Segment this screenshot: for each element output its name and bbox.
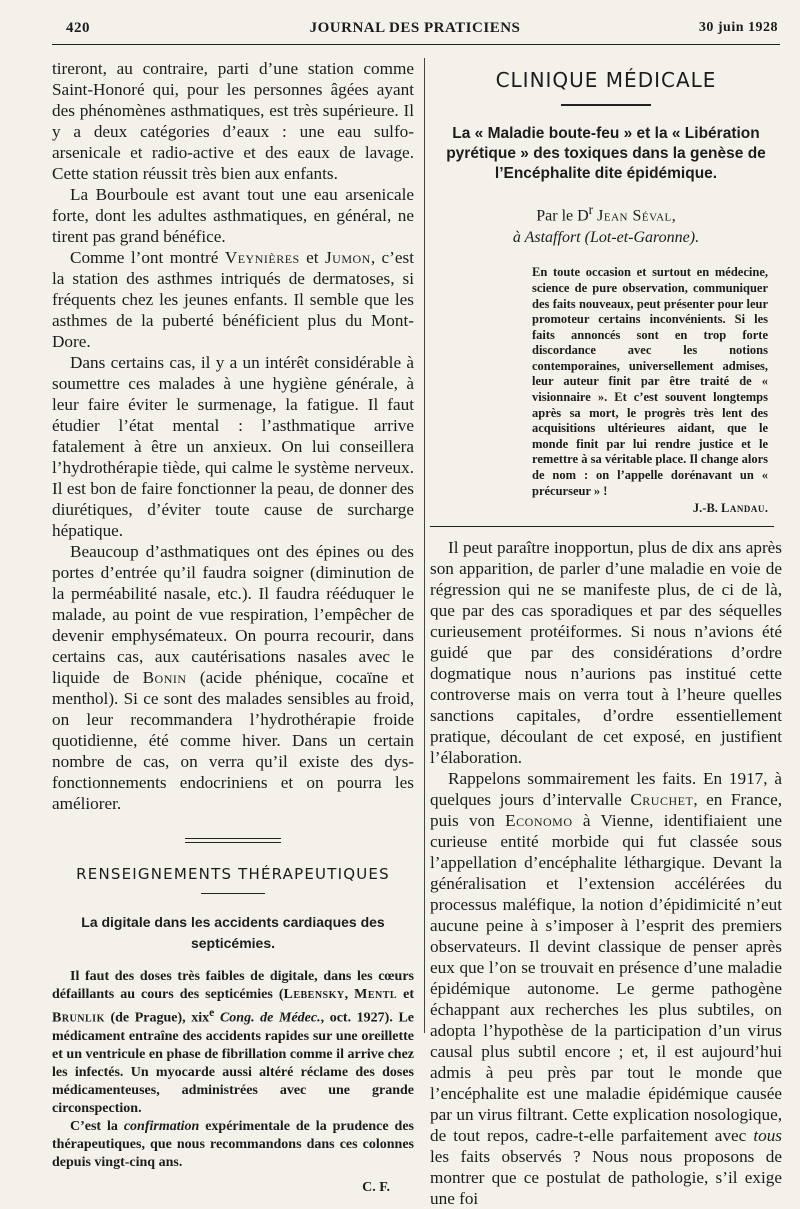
text-fragment: Comme l’ont montré bbox=[70, 248, 225, 267]
issue-date: 30 juin 1928 bbox=[698, 20, 778, 35]
text-fragment: et bbox=[299, 248, 325, 267]
author-name: Veynières bbox=[224, 248, 300, 267]
journal-reference: Cong. de Médec. bbox=[214, 1010, 321, 1026]
author-name: Mentl bbox=[354, 987, 398, 1002]
paragraph-hygiene: Dans certains cas, il y a un intérêt considérable à soumettre ces malades à une hygiène générale, à leur faire éviter le surmenage, la fatigue. Il faut étudier l’état mental : l’asthmatique arrive fatalement à être un anxieux. On lui conseillera l’hydrothérapie tiède, qui calme le système nerveux. Il est bon de faire fonctionner la peau, de donner des diurétiques, d’éviter toute cause de surcharge hépatique. bbox=[52, 353, 414, 540]
text-fragment: (de Prague), bbox=[104, 1010, 192, 1026]
author-name: Cruchet bbox=[630, 790, 694, 810]
text-fragment: J.-B. bbox=[692, 501, 722, 516]
emphasis: confirmation bbox=[123, 1118, 200, 1134]
section-subtitle: La digitale dans les accidents cardiaques des septicémies. bbox=[81, 914, 385, 951]
text-fragment: Rappelons sommairement les faits. En 1917, à quelques jours d’intervalle bbox=[430, 769, 782, 810]
century: xix bbox=[191, 1010, 210, 1026]
paragraph-veynieres bbox=[52, 247, 414, 352]
text-fragment: à Vienne, identifiaient une curieuse entité morbide qui fut classée sous l’appellation d’encéphalite léthargique. Devant la généralisation et l’extension accélérées du processus maléfique, la notion d’épidimicité n’eut aucune peine à s’imposer à l’esprit des premiers observateurs. Il devint classique de penser après eux que l’on se trouvait en présence d’une maladie épidémique autonome. Le germe pathogène échappant aux recherches les plus subtiles, on adopta l’hypothèse de la participation d’un virus causal plus subtil encore ; et, il est aujourd’hui admis à peu près par tout le monde que l’encéphalite est une maladie épidémique causée par un virus filtrant. Cette explication nosologique, de tout repos, cadre-t-elle parfaitement avec bbox=[430, 811, 782, 1146]
journal-title: JOURNAL DES PRATICIENS bbox=[309, 20, 521, 36]
text-fragment: . bbox=[764, 501, 768, 516]
text-fragment: expérimentale de la prudence des thérapeutiques, que nous recommandons dans ces colonnes depuis vingt-cinq ans. bbox=[52, 1118, 414, 1170]
text-fragment: , c’est la station des asthmes intriqués de dermatoses, si fréquents chez les jeunes enfants. Il semble que les asthmes de la puberté bénéficient plus du Mont-Dore. bbox=[52, 248, 414, 351]
page-header bbox=[52, 20, 778, 42]
author-name: Brunlik bbox=[52, 1010, 105, 1026]
paragraph-inopportun: Il peut paraître inopportun, plus de dix ans après son apparition, de parler d’une maladie en voie de régression qui ne se manifeste plus, de ci de là, que par des cas sporadiques et par des séquelles curieusement protéiformes. Si nous n’avions été guidé que par des considérations d’ordre dogmatique nous n’aurions pas institué cette controverse mais on verra tout à l’heure quelles sanctions capitales, d’ordre essentiellement pratique, découlant de cet exposé, en justifient l’élaboration. bbox=[430, 538, 782, 768]
place-region: (Lot-et-Garonne). bbox=[580, 229, 700, 247]
text-fragment: Il faut des doses très faibles de digitale, dans les cœurs défaillants au cours des septicémies ( bbox=[52, 969, 414, 1002]
left-column bbox=[52, 58, 414, 1196]
author-name: Jean Séval bbox=[597, 207, 672, 225]
text-fragment: , oct. 1927). Le médicament entraîne des accidents rapides sur une oreillette et un ventricule en phase de fibrillation comme il arrive chez les infectés. Un myocarde aussi altéré réclame des doses médicamenteuses, administrées avec une grande circonspection. bbox=[52, 1010, 415, 1116]
author-name: Economo bbox=[505, 811, 573, 831]
text-fragment: Beaucoup d’asthmatiques ont des épines ou des portes d’entrée qu’il faudra soigner (diminution de la perméabilité nasale, etc.). Il faudra rééduquer le malade, au point de vue respiration, l’empêcher de devenir emphysémateux. On pourra recourir, dans certains cas, aux cautérisations nasales avec le liquide de bbox=[52, 542, 414, 687]
column-divider bbox=[424, 58, 425, 1033]
article-title: La « Maladie boute-feu » et la « Libération pyrétique » des toxiques dans la genèse de l’Encéphalite dite épidémique. bbox=[446, 125, 766, 182]
text-fragment: les faits observés ? Nous nous proposons de montrer que ce postulat de pathologie, s’il exige une foi bbox=[430, 1147, 782, 1209]
epigraph-author bbox=[430, 501, 768, 516]
paragraph-confirmation bbox=[52, 1118, 414, 1172]
epigraph-rule bbox=[430, 526, 774, 527]
section-title: RENSEIGNEMENTS THÉRAPEUTIQUES bbox=[76, 865, 390, 883]
text-fragment: , bbox=[344, 987, 355, 1002]
byline-sup: r bbox=[588, 202, 594, 217]
page-number: 420 bbox=[66, 20, 90, 36]
rubric-title: CLINIQUE MÉDICALE bbox=[495, 68, 717, 92]
text-fragment: , en France, puis von bbox=[430, 790, 782, 831]
right-column bbox=[430, 58, 782, 1209]
paragraph-rappelons bbox=[430, 768, 782, 1209]
section-rule bbox=[201, 893, 265, 894]
place-city: à Astaffort bbox=[512, 229, 581, 247]
emphasis: tous bbox=[753, 1126, 782, 1146]
text-fragment: C’est la bbox=[70, 1118, 124, 1134]
text-fragment: et bbox=[397, 987, 414, 1002]
author-place bbox=[430, 229, 782, 247]
byline-prefix: Par le D bbox=[536, 207, 589, 225]
signature: C. F. bbox=[362, 1179, 390, 1195]
paragraph-digitale bbox=[52, 968, 414, 1118]
author-name: Landau bbox=[721, 501, 765, 516]
section-double-rule bbox=[185, 838, 281, 843]
paragraph-bourboule: La Bourboule est avant tout une eau arsenicale forte, dont les adultes asthmatiques, en général, ne tirent pas grand bénéfice. bbox=[52, 185, 414, 246]
author-name: Bonin bbox=[142, 668, 187, 687]
author-name: Jumon bbox=[324, 248, 371, 267]
epigraph: En toute occasion et surtout en médecine, science de pure observation, communiquer des faits nouveaux, peut présenter pour leur promoteur certains inconvénients. Si les faits annoncés sont en trop forte discordance avec les notions contemporaines, universellement admises, leur auteur finit par être traité de « visionnaire ». Et c’est souvent longtemps après sa mort, le progrès très lent des acquisitions ultérieures aidant, que le monde finit par lui rendre justice et le remettre à sa véritable place. Il change alors de nom : on l’appelle dorénavant un « précurseur » ! bbox=[532, 265, 768, 498]
paragraph-asthmatiques bbox=[52, 541, 414, 814]
author-name: Lebensky bbox=[283, 987, 345, 1002]
century-sup: e bbox=[209, 1006, 215, 1019]
article-byline bbox=[430, 202, 782, 225]
header-rule bbox=[52, 44, 780, 45]
rubric-rule bbox=[561, 104, 651, 106]
text-fragment: (acide phénique, cocaïne et menthol). Si ce sont des malades sensibles au froid, on leur recommandera l’hydrothérapie froide quotidienne, été comme hiver. Dans un certain nombre de cas, on verra qu’il existe des dys-fonctionnements endocriniens et on pourra les améliorer. bbox=[52, 668, 414, 813]
text-fragment: , bbox=[671, 207, 676, 225]
paragraph-saint-honore: tireront, au contraire, parti d’une station comme Saint-Honoré qui, pour les personnes âgées ayant des phénomènes asthmatiques, est très supérieure. Il y a deux catégories d’eaux : une eau sulfo-arsenicale et radio-active et des eaux de lavage. Cette station réussit très bien aux enfants. bbox=[52, 59, 414, 183]
